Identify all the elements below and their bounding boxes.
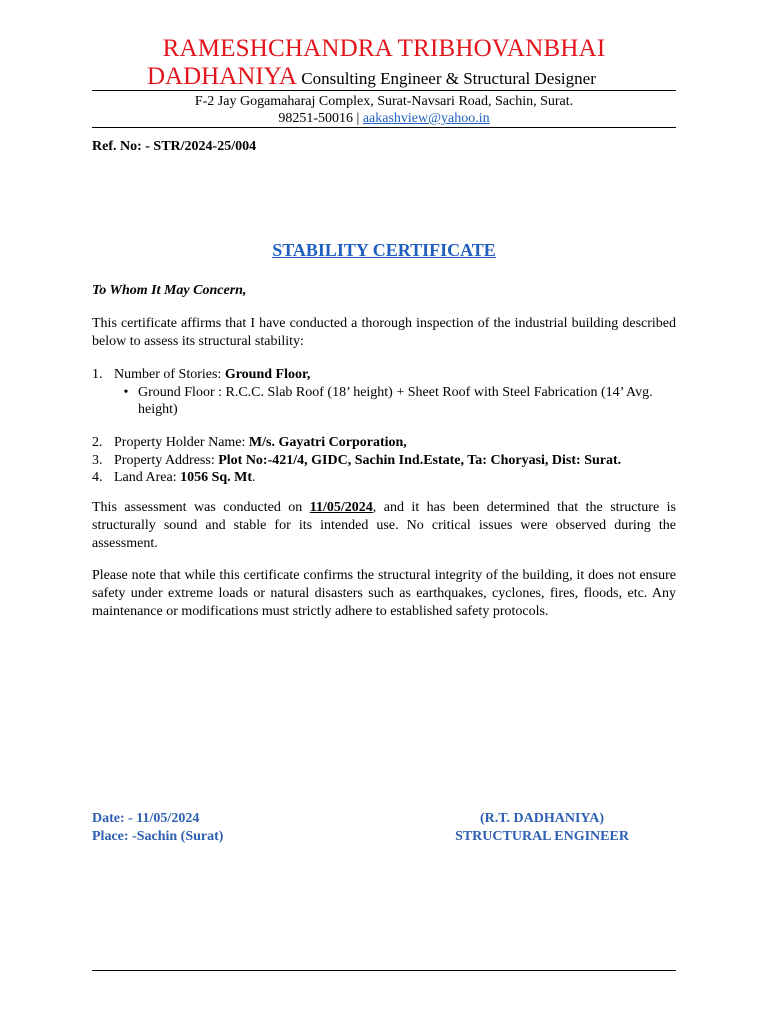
signatory-name: (R.T. DADHANIYA) [479, 811, 605, 826]
assessment-paragraph [92, 499, 676, 553]
ground-floor-detail: Ground Floor : R.C.C. Slab Roof (18’ height) + Sheet Roof with Steel Fabrication (14’ Avg. height) [138, 384, 653, 417]
salutation: To Whom It May Concern, [92, 283, 247, 298]
signature-block [440, 810, 644, 846]
engineer-name-line2: DADHANIYA [147, 63, 297, 90]
holder-value: M/s. Gayatri Corporation, [248, 435, 407, 450]
stories-value: Ground Floor, [224, 367, 311, 382]
reference-number: Ref. No: - STR/2024-25/004 [92, 139, 257, 154]
intro-paragraph: This certificate affirms that I have conducted a thorough inspection of the industrial building described below to assess its structural stability: [92, 316, 676, 349]
letterhead-top-rule [92, 90, 676, 91]
address-value: Plot No:-421/4, GIDC, Sachin Ind.Estate, Ta: Choryasi, Dist: Surat. [218, 452, 622, 468]
stories-label: Number of Stories: [114, 367, 225, 382]
office-address: F-2 Jay Gogamaharaj Complex, Surat-Navsari Road, Sachin, Surat. [194, 94, 574, 109]
letterhead-contact [92, 93, 676, 127]
details-list-part1 [92, 366, 676, 419]
list-item-holder [92, 434, 676, 452]
list-number: 4. [92, 470, 103, 485]
letterhead [92, 34, 676, 93]
list-item-body [114, 434, 676, 452]
assessment-text-after: , and it has been determined that the structure is structurally sound and stable for its intended use. No critical issues were observed during the assessment. [92, 500, 676, 551]
area-value: 1056 Sq. Mt [180, 470, 253, 485]
holder-label: Property Holder Name: [114, 435, 249, 450]
assessment-date: 11/05/2024 [309, 500, 373, 515]
letterhead-bottom-rule [92, 127, 676, 128]
list-number: 2. [92, 435, 103, 450]
contact-line [92, 110, 676, 127]
list-item-body [114, 469, 676, 487]
certificate-title: STABILITY CERTIFICATE [272, 240, 496, 260]
certificate-place: Place: -Sachin (Surat) [92, 829, 224, 844]
certificate-date: Date: - 11/05/2024 [92, 811, 200, 826]
area-label: Land Area: [114, 470, 181, 485]
disclaimer-paragraph: Please note that while this certificate confirms the structural integrity of the building, it does not ensure safety under extreme loads or natural disasters such as earthquakes, cyclones, fires, floods, etc. Any maintenance or modifications must strictly adhere to established safety protocols. [92, 568, 676, 619]
list-item-stories [92, 366, 676, 384]
list-item-body [114, 452, 676, 470]
footer-date-place [92, 810, 223, 846]
bullet-icon: • [123, 384, 129, 400]
footer-rule [92, 970, 676, 971]
list-item-address [92, 452, 676, 470]
address-label: Property Address: [114, 452, 219, 468]
details-list-part2 [92, 434, 676, 487]
engineer-name-line1: RAMESHCHANDRA TRIBHOVANBHAI [162, 35, 606, 62]
phone-number: 98251-50016 | [278, 111, 363, 126]
list-number: 1. [92, 367, 103, 382]
email-link[interactable]: aakashview@yahoo.in [362, 111, 490, 126]
assessment-text-before: This assessment was conducted on [92, 500, 310, 515]
area-suffix: . [252, 470, 256, 485]
engineer-tagline: Consulting Engineer & Structural Designer [297, 69, 596, 88]
letterhead-line2 [147, 63, 676, 93]
list-item-area [92, 469, 676, 487]
signatory-designation: STRUCTURAL ENGINEER [455, 829, 629, 844]
list-number: 3. [92, 452, 103, 468]
list-item-body [114, 366, 676, 384]
bullet-item-ground-floor [114, 384, 676, 419]
